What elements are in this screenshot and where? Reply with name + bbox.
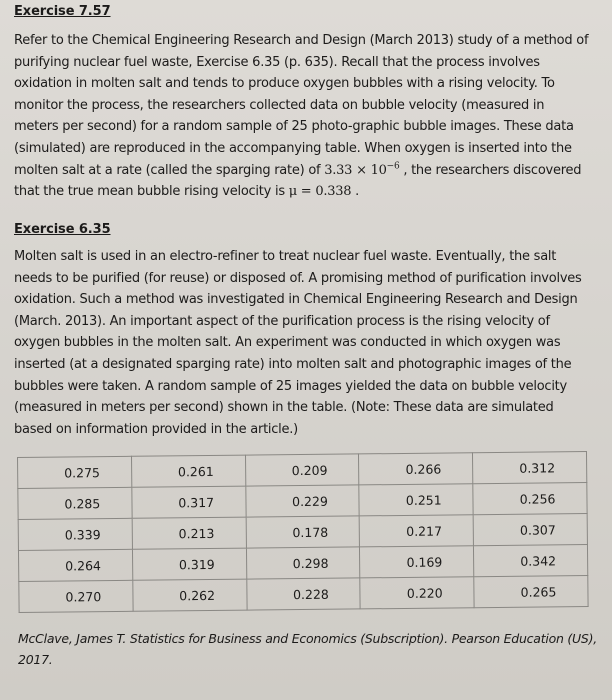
table-cell: 0.262 xyxy=(133,579,247,611)
table-cell: 0.228 xyxy=(246,578,360,610)
exercise-7-57-text-end: . xyxy=(351,184,360,200)
citation: McClave, James T. Statistics for Business and Economics (Subscription). Pearson Education (US), 2017. xyxy=(18,631,597,667)
table-cell: 0.217 xyxy=(360,515,474,547)
table-cell: 0.169 xyxy=(360,546,474,578)
table-cell: 0.275 xyxy=(18,456,132,488)
true-mean-expression: μ = 0.338 xyxy=(288,184,352,200)
sparging-rate-base: 3.33 × 10 xyxy=(324,162,387,178)
table-cell: 0.229 xyxy=(245,485,359,517)
table-cell: 0.213 xyxy=(132,517,246,549)
table-cell: 0.256 xyxy=(473,483,587,515)
table-cell: 0.220 xyxy=(360,577,474,609)
table-row xyxy=(19,576,588,613)
table-cell: 0.209 xyxy=(245,454,359,486)
sparging-rate-value xyxy=(324,163,399,178)
exercise-6-35-title: Exercise 6.35 xyxy=(14,222,111,237)
table-cell: 0.312 xyxy=(473,452,587,484)
table-cell: 0.251 xyxy=(359,484,473,516)
table-cell: 0.307 xyxy=(473,514,587,546)
table-cell: 0.319 xyxy=(132,548,246,580)
table-cell: 0.264 xyxy=(18,549,132,581)
exercise-7-57-title: Exercise 7.57 xyxy=(14,4,111,19)
exercise-7-57-body xyxy=(14,30,589,203)
sparging-rate-exponent: −6 xyxy=(386,161,400,172)
table-cell: 0.261 xyxy=(131,455,245,487)
exercise-7-57-text-part2: , the researchers discovered that the true mean bubble rising velocity is xyxy=(14,162,582,200)
table-cell: 0.270 xyxy=(19,580,133,612)
table-cell: 0.342 xyxy=(474,545,588,577)
table-cell: 0.266 xyxy=(359,453,473,485)
exercise-6-35-body: Molten salt is used in an electro-refiner to treat nuclear fuel waste. Eventually, the salt needs to be purified (for reuse) or disposed of. A promising method of purification involves oxidation. Such a method was investigated in Chemical Engineering Research and Design (March. 2013). An important aspect of the purification process is the rising velocity of oxygen bubbles in the molten salt. An experiment was conducted in which oxygen was inserted (at a designated sparging rate) into molten salt and photographic images of the bubbles were taken. A random sample of 25 images yielded the data on bubble velocity (measured in meters per second) shown in the table. (Note: These data are simulated based on information provided in the article.) xyxy=(14,249,582,437)
table-cell: 0.265 xyxy=(474,576,588,608)
bubble-velocity-table xyxy=(17,451,589,613)
table-cell: 0.317 xyxy=(132,486,246,518)
table-cell: 0.298 xyxy=(246,547,360,579)
table-cell: 0.178 xyxy=(246,516,360,548)
table-cell: 0.339 xyxy=(18,518,132,550)
table-cell: 0.285 xyxy=(18,487,132,519)
exercise-7-57-text-part1: Refer to the Chemical Engineering Research and Design (March 2013) study of a method of purifying nuclear fuel waste, Exercise 6.35 (p. 635). Recall that the process involves oxidation in molten salt and tends to produce oxygen bubbles with a rising velocity. To monitor the process, the researchers collected data on bubble velocity (measured in meters per second) for a random sample of 25 photo-graphic bubble images. These data (simulated) are reproduced in the accompanying table. When oxygen is inserted into the molten salt at a rate (called the sparging rate) of xyxy=(14,33,589,178)
